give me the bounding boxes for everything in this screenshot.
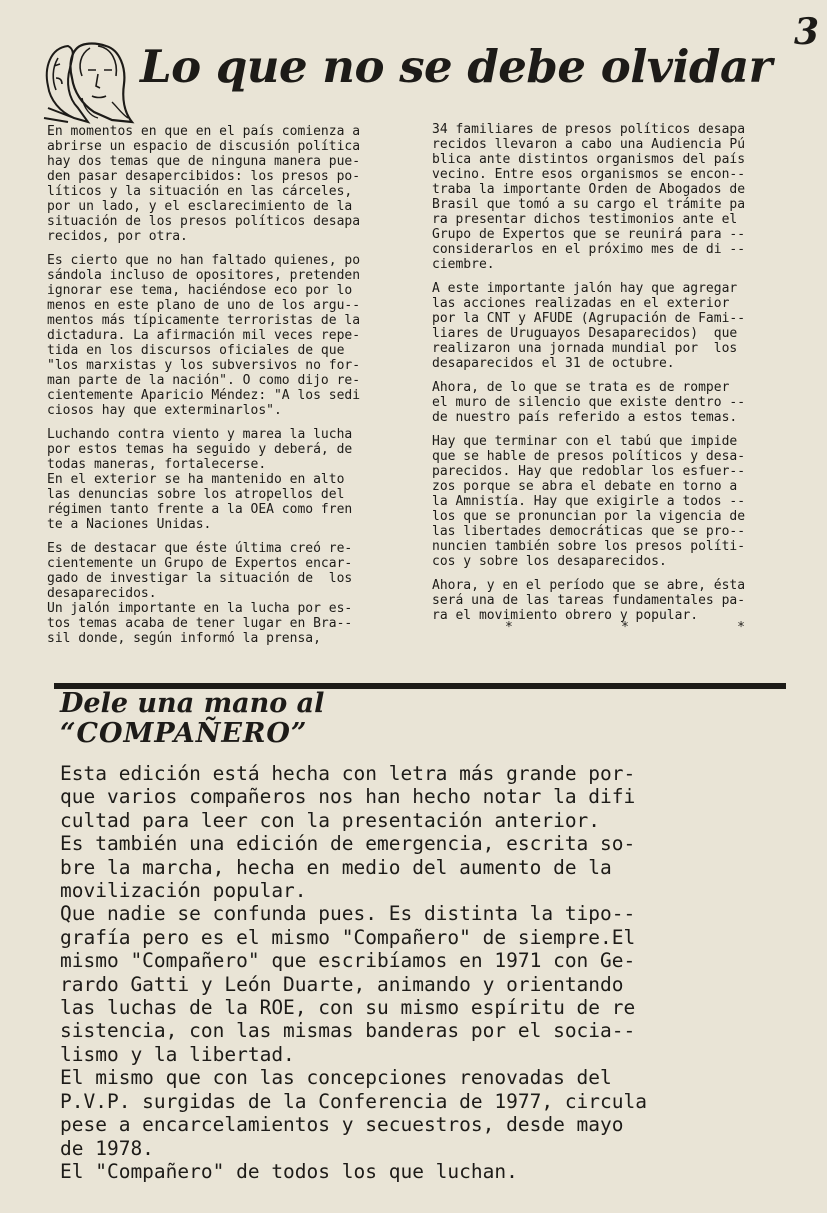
article-paragraph: Ahora, de lo que se trata es de romper el muro de silencio que existe dentro -- de nuestro país referido a estos temas. bbox=[432, 380, 746, 425]
section-heading-line-1: Dele una mano al bbox=[60, 688, 325, 719]
article-paragraph: 34 familiares de presos políticos desapa recidos llevaron a cabo una Audiencia Pú blica ante distintos organismos del país vecino. Entre esos organismos se encon-- traba la importante Orden de Abogados de Brasil que tomó a su cargo el trámite pa ra presentar dichos testimonios ante el Grupo de Expertos que se reunirá para -- considerarlos en el próximo mes de di -- ciembre. bbox=[432, 122, 746, 272]
article-right-column bbox=[432, 122, 802, 632]
faces-illustration bbox=[38, 38, 140, 124]
article-paragraph: Luchando contra viento y marea la lucha por estos temas ha seguido y deberá, de todas maneras, fortalecerse. En el exterior se ha mantenido en alto las denuncias sobre los atropellos del régimen tanto frente a la OEA como fren te a Naciones Unidas. bbox=[47, 427, 353, 532]
body-line: pese a encarcelamientos y secuestros, desde mayo bbox=[60, 1113, 624, 1137]
body-line: bre la marcha, hecha en medio del aumento de la bbox=[60, 855, 612, 879]
body-line: lismo y la libertad. bbox=[60, 1042, 295, 1066]
body-line: El "Compañero" de todos los que luchan. bbox=[60, 1159, 518, 1183]
article-paragraph: Hay que terminar con el tabú que impide que se hable de presos políticos y desa- parecidos. Hay que redoblar los esfuer-- zos porque se abra el debate en torno a la Amnistía. Hay que exigirle a todos -- los que se pronuncian por la vigencia de las libertades democráticas que se pro-- nuncien también sobre los presos políti- cos y sobre los desaparecidos. bbox=[432, 434, 746, 569]
star-separator: * bbox=[505, 620, 513, 635]
section-heading bbox=[60, 689, 324, 749]
body-line: que varios compañeros nos han hecho notar la difi bbox=[60, 785, 636, 809]
body-line: Esta edición está hecha con letra más grande por- bbox=[60, 762, 636, 785]
page-number: 3 bbox=[793, 11, 819, 53]
body-line: El mismo que con las concepciones renovadas del bbox=[60, 1066, 612, 1090]
body-line: grafía pero es el mismo "Compañero" de siempre.El bbox=[60, 925, 636, 949]
article-paragraph: Ahora, y en el período que se abre, ésta será una de las tareas fundamentales pa- ra el movimiento obrero y popular. bbox=[432, 578, 746, 623]
body-line: las luchas de la ROE, con su mismo espíritu de re bbox=[60, 996, 636, 1020]
body-line: cultad para leer con la presentación anterior. bbox=[60, 808, 601, 832]
body-line: sistencia, con las mismas banderas por el socia-- bbox=[60, 1019, 636, 1043]
body-line: mismo "Compañero" que escribíamos en 1971 con Ge- bbox=[60, 949, 636, 973]
body-line: rardo Gatti y León Duarte, animando y orientando bbox=[60, 972, 624, 996]
body-line: P.V.P. surgidas de la Conferencia de 1977, circula bbox=[60, 1089, 647, 1113]
article-paragraph: Es de destacar que éste última creó re- cientemente un Grupo de Expertos encar- gado de investigar la situación de los desaparecidos. Un jalón importante en la lucha por es- tos temas acaba de tener lugar en Bra-- sil donde, según informó la prensa, bbox=[47, 541, 353, 646]
body-line: Es también una edición de emergencia, escrita so- bbox=[60, 832, 636, 856]
section-body bbox=[60, 762, 800, 1183]
section-heading-line-2: “COMPAÑERO” bbox=[60, 718, 308, 749]
section-separator-stars bbox=[505, 620, 745, 635]
article-paragraph: A este importante jalón hay que agregar las acciones realizadas en el exterior por la CNT y AFUDE (Agrupación de Fami-- liares de Uruguayos Desaparecidos) que realizaron una jornada mundial por los desaparecidos el 31 de octubre. bbox=[432, 281, 746, 371]
article-left-column bbox=[47, 124, 415, 655]
body-line: movilización popular. bbox=[60, 879, 307, 903]
article-paragraph: Es cierto que no han faltado quienes, po sándola incluso de opositores, pretenden ignorar ese tema, haciéndose eco por lo menos en este plano de uno de los argu-- mentos más típicamente terroristas de la dictadura. La afirmación mil veces repe- tida en los discursos oficiales de que "los marxistas y los subversivos no for- man parte de la nación". O como dijo re- cientemente Aparicio Méndez: "A los sedi ciosos hay que exterminarlos". bbox=[47, 253, 361, 418]
star-separator: * bbox=[737, 620, 745, 635]
star-separator: * bbox=[621, 620, 629, 635]
page-title: Lo que no se debe olvidar bbox=[140, 40, 772, 93]
body-line: Que nadie se confunda pues. Es distinta la tipo-- bbox=[60, 902, 636, 926]
article-paragraph: En momentos en que en el país comienza a abrirse un espacio de discusión política hay dos temas que de ninguna manera pue- den pasar desapercibidos: los presos po- líticos y la situación en las cárceles, por un lado, y el esclarecimiento de la situación de los presos políticos desapa recidos, por otra. bbox=[47, 124, 361, 244]
body-line: de 1978. bbox=[60, 1136, 154, 1160]
